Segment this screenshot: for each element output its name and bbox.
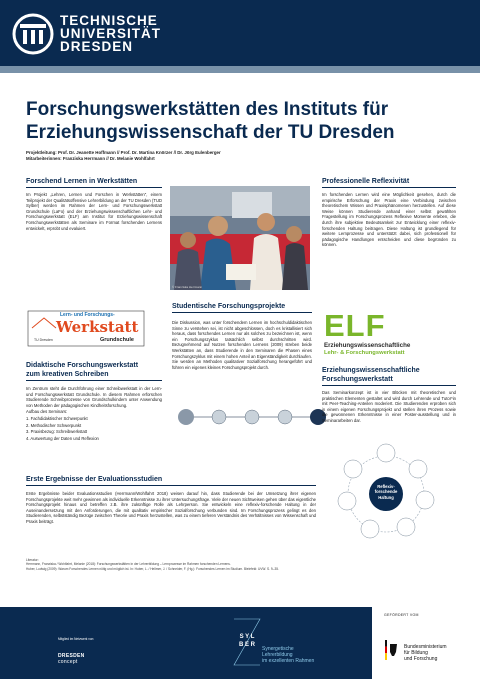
poster-title-line-2: Erziehungswissenschaft der TU Dresden xyxy=(26,122,395,143)
werkstatt-logo-top: Lern- und Forschungs- xyxy=(60,312,115,318)
sylber-tagline-line-2: Lehrerbildung xyxy=(262,652,293,658)
dresden-concept-logo xyxy=(58,653,85,665)
header-bar xyxy=(0,0,480,66)
research-cycle-flow-diagram xyxy=(172,402,332,432)
wheel-node xyxy=(416,491,434,509)
wheel-node xyxy=(361,520,379,538)
wheel-center-line-1: Reflexiv- xyxy=(377,484,395,489)
elf-logo-letters: ELF xyxy=(324,308,386,343)
section-text-ergebnisse: Erste Ergebnisse beider Evaluationsstudien (Herrmann/Wohlfahrt 2018) weisen darauf hin, dass Studierende bei der Umsetzung ihrer eigenen Forschungsprojekte weit mehr gewinnen als individuelle Erkenntnisse zu ihrer Untersuchungsfrage. Viele der neuen Sichtweisen gehen über das eigentliche Forschungsprojekt hinaus und betreffen z.B. ihre zukünftige Rolle als Lehrperson. Sie entwickeln eine reflexiv-forschende Haltung in der Auseinandersetzung mit den Anforderungen, die mit qualitativ empirischer Sozialforschung verbunden sind. Im Forschungsprozess gelingt es den Studierenden, selbstständig Bezüge zwischen Theorie und Praxis herzustellen, was zu einem tieferen Verständnis des Verhältnisses von Wissenschaft und Praxis beiträgt. xyxy=(26,491,316,524)
wheel-node xyxy=(397,518,415,536)
poster-title-line-1: Forschungswerkstätten des Instituts für xyxy=(26,99,389,120)
literature-block xyxy=(26,558,456,571)
dresden-concept-line-2: concept xyxy=(58,659,78,665)
project-lead: Projektleitung: Prof. Dr. Jeanette Hoffmann // Prof. Dr. Martina Knörzer // Dr. Jörg Eulenberger xyxy=(26,150,221,155)
flow-node xyxy=(212,410,226,424)
section-rule xyxy=(26,187,162,188)
sylber-tagline xyxy=(262,646,314,664)
university-name xyxy=(60,14,161,53)
wheel-center-label xyxy=(366,484,406,500)
wheel-node xyxy=(409,460,427,478)
section-title-studentische: Studentische Forschungsprojekte xyxy=(172,303,286,310)
network-member-text: Mitglied im Netzwerk von xyxy=(58,637,94,641)
section-text-forschend: Im Projekt „Lehren, Lernen und Forschen in Werkstätten", einem Teilprojekt der Qualitätsoffensive Lehrerbildung an der TU Dresden (TUD Sylber) werden im Rahmen der Lern- und Forschungswerkstatt Grundschule (LaFo) und der Erziehungswissenschaftlichen Lehr- und Forschungswerkstatt (ELF) am Institut für Erziehungswissenschaft Forschungswerkstätten als Seminare im Format forschenden Lernens entwickelt, erprobt und evaluiert. xyxy=(26,192,162,231)
wheel-node xyxy=(377,444,395,462)
university-line-3: DRESDEN xyxy=(60,39,134,54)
literature-entry: Huber, Ludwig (2009): Warum Forschendes Lernen nötig und möglich ist. In: Huber, L. / Hellmer, J. / Schneider, F. (Hg.): Forschendes Lernen im Studium. Bielefeld: UVW. S. 9–35. xyxy=(26,566,279,571)
dresden-concept-line-1: DRESDEN xyxy=(58,653,85,659)
bmbf-logo-text xyxy=(404,644,447,662)
staff: Mitarbeiterinnen: Franziska Herrmann // Dr. Melanie Wohlfahrt xyxy=(26,156,155,161)
sylber-tagline-line-3: im exzellenten Rahmen xyxy=(262,658,315,664)
seminar-structure-item: 3. Praxisbezug: Schreibwerkstatt xyxy=(26,429,87,435)
bmbf-line-2: für Bildung xyxy=(404,650,428,656)
wheel-node xyxy=(338,492,356,510)
section-text-reflexivitaet: Im forschenden Lernen wird eine Möglichkeit gesehen, durch die empirische Erforschung der Praxis eine Verbindung zwischen theoretischem Wissen und Praxisphänomenen herzustellen. Auf diese Weise können Studierende anhand einer selbst gewählten Fragestellung im Forschungsprozess Reflexive Momente erleben, die durch ihre subjektive Bedeutsamkeit zur Entwicklung einer reflexiv-forschenden Haltung beitragen. Diese Haltung ist grundlegend für weitere Lernprozesse und unterstützt dabei, sich professionell für pädagogische Handlungen entscheiden und diese begründen zu können. xyxy=(322,192,456,248)
federal-eagle-icon xyxy=(385,640,399,660)
reflexive-haltung-wheel-diagram xyxy=(330,438,442,550)
bmbf-line-3: und Forschung xyxy=(404,656,438,662)
elf-logo-line-1: Erziehungswissenschaftliche xyxy=(324,342,411,349)
poster-title xyxy=(26,98,456,144)
section-rule xyxy=(26,380,162,381)
wheel-center-line-3: Haltung xyxy=(378,494,394,500)
flow-node xyxy=(178,409,194,425)
seminar-structure-item: 2. Methodischer Schwerpunkt xyxy=(26,422,82,428)
wheel-center-line-2: forschende xyxy=(374,489,398,495)
section-title-didaktisch-line-2: zum kreativen Schreiben xyxy=(26,370,109,378)
section-title-erziehung xyxy=(322,367,420,384)
literature-entry: Herrmann, Franziska / Wohlfahrt, Melanie (2018): Forschungswerkstätten in der Lehrerbildung – Lernprozesse im Rahmen forschenden Lernens. xyxy=(26,562,231,567)
seminar-structure-item: 1. Fachdidaktischer Schwerpunkt xyxy=(26,415,88,421)
section-title-didaktisch xyxy=(26,362,138,379)
literature-heading: Literatur: xyxy=(26,558,39,562)
seminar-photo xyxy=(170,186,310,290)
tud-logo-icon xyxy=(12,13,54,55)
section-title-erziehung-line-1: Erziehungswissenschaftliche xyxy=(322,367,420,374)
section-title-erziehung-line-2: Forschungswerkstatt xyxy=(322,375,393,383)
university-line-2: UNIVERSITÄT xyxy=(60,26,162,41)
authors-block xyxy=(26,150,456,162)
sylber-logo-letters: S Y L B E R xyxy=(238,634,255,648)
section-text-didaktisch xyxy=(26,386,162,441)
werkstatt-logo-sub: Grundschule xyxy=(100,337,134,343)
elf-logo-line-2: Lehr- & Forschungswerkstatt xyxy=(324,350,405,356)
funded-by-label: GEFÖRDERT VOM xyxy=(384,613,419,617)
section-title-ergebnisse: Erste Ergebnisse der Evaluationsstudien xyxy=(26,476,163,483)
seminar-structure-intro: Aufbau des Seminars: xyxy=(26,409,68,415)
section-rule xyxy=(172,312,312,313)
photo-caption: © Franziska Herrmann xyxy=(172,285,203,289)
elf-logo xyxy=(322,308,457,362)
section-rule xyxy=(322,187,456,188)
university-line-1: TECHNISCHE xyxy=(60,13,158,28)
flow-node xyxy=(278,410,292,424)
section-text-erziehung: Das Seminarkonzept ist in vier Blöcken mit theoretischen und praktischen Elementen gestaltet und wird durch Lehrende und Tutor*in mit Peer-Teaching-Anteilen moderiert. Die Studierenden erproben sich in einem eigenen Forschungsprojekt und stellen ihren Prozess sowie die gewonnenen Erkenntnisse in einer Poster-ausstellung und in Seminararbeiten dar. xyxy=(322,390,456,423)
header-strip xyxy=(0,66,480,73)
section-title-reflexivitaet: Professionelle Reflexivität xyxy=(322,178,410,185)
flow-node xyxy=(245,410,259,424)
sylber-logo xyxy=(232,617,262,667)
wheel-node xyxy=(344,460,362,478)
bmbf-line-1: Bundesministerium xyxy=(404,644,447,650)
section-text-studentische: Die Diskussion, was unter forschendem Lernen im hochschuldidaktischen Sinne zu verstehen sei, ist nicht abgeschlossen, doch es kristallisiert sich heraus, dass forschendes Lernen nur als solches zu bezeichnen ist, wenn ein Forschungszyklus tatsächlich selbst durchschritten wird. Bezugnehmend auf Nutzen forschenden Lernens (2009) streben beide Werkstätten an, dass Studierende in den Seminaren die Phasen eines Forschungszyklus mit einem hohen Anteil an Eigenständigkeit durchlaufen. Sie werden an Methoden qualitativer Sozialforschung herangeführt und führen ein eigenes kleines Forschungsprojekt durch. xyxy=(172,320,312,370)
seminar-structure-item: 4. Auswertung der Daten und Reflexion xyxy=(26,435,99,441)
section-title-didaktisch-line-1: Didaktische Forschungswerkstatt xyxy=(26,362,139,369)
section-title-forschend: Forschend Lernen in Werkstätten xyxy=(26,178,138,185)
sylber-tagline-line-1: Synergetische xyxy=(262,646,294,652)
werkstatt-logo-main: Werkstatt xyxy=(56,318,139,336)
section-text-didaktisch-paragraph: Im Zentrum steht die Durchführung einer Schreibwerkstatt in der Lern- und Forschungswerkstatt Grundschule. In diesem Rahmen erforschen Studierende Schreibprozesse von Grundschulkindern unter Anwendung von Methoden der pädagogischen Kindheitsforschung. xyxy=(26,386,162,408)
section-rule xyxy=(26,485,316,486)
section-rule xyxy=(322,385,456,386)
werkstatt-logo-tu: TU Dresden xyxy=(34,338,53,342)
werkstatt-logo xyxy=(26,308,146,348)
seminar-photo-illustration xyxy=(170,186,310,290)
